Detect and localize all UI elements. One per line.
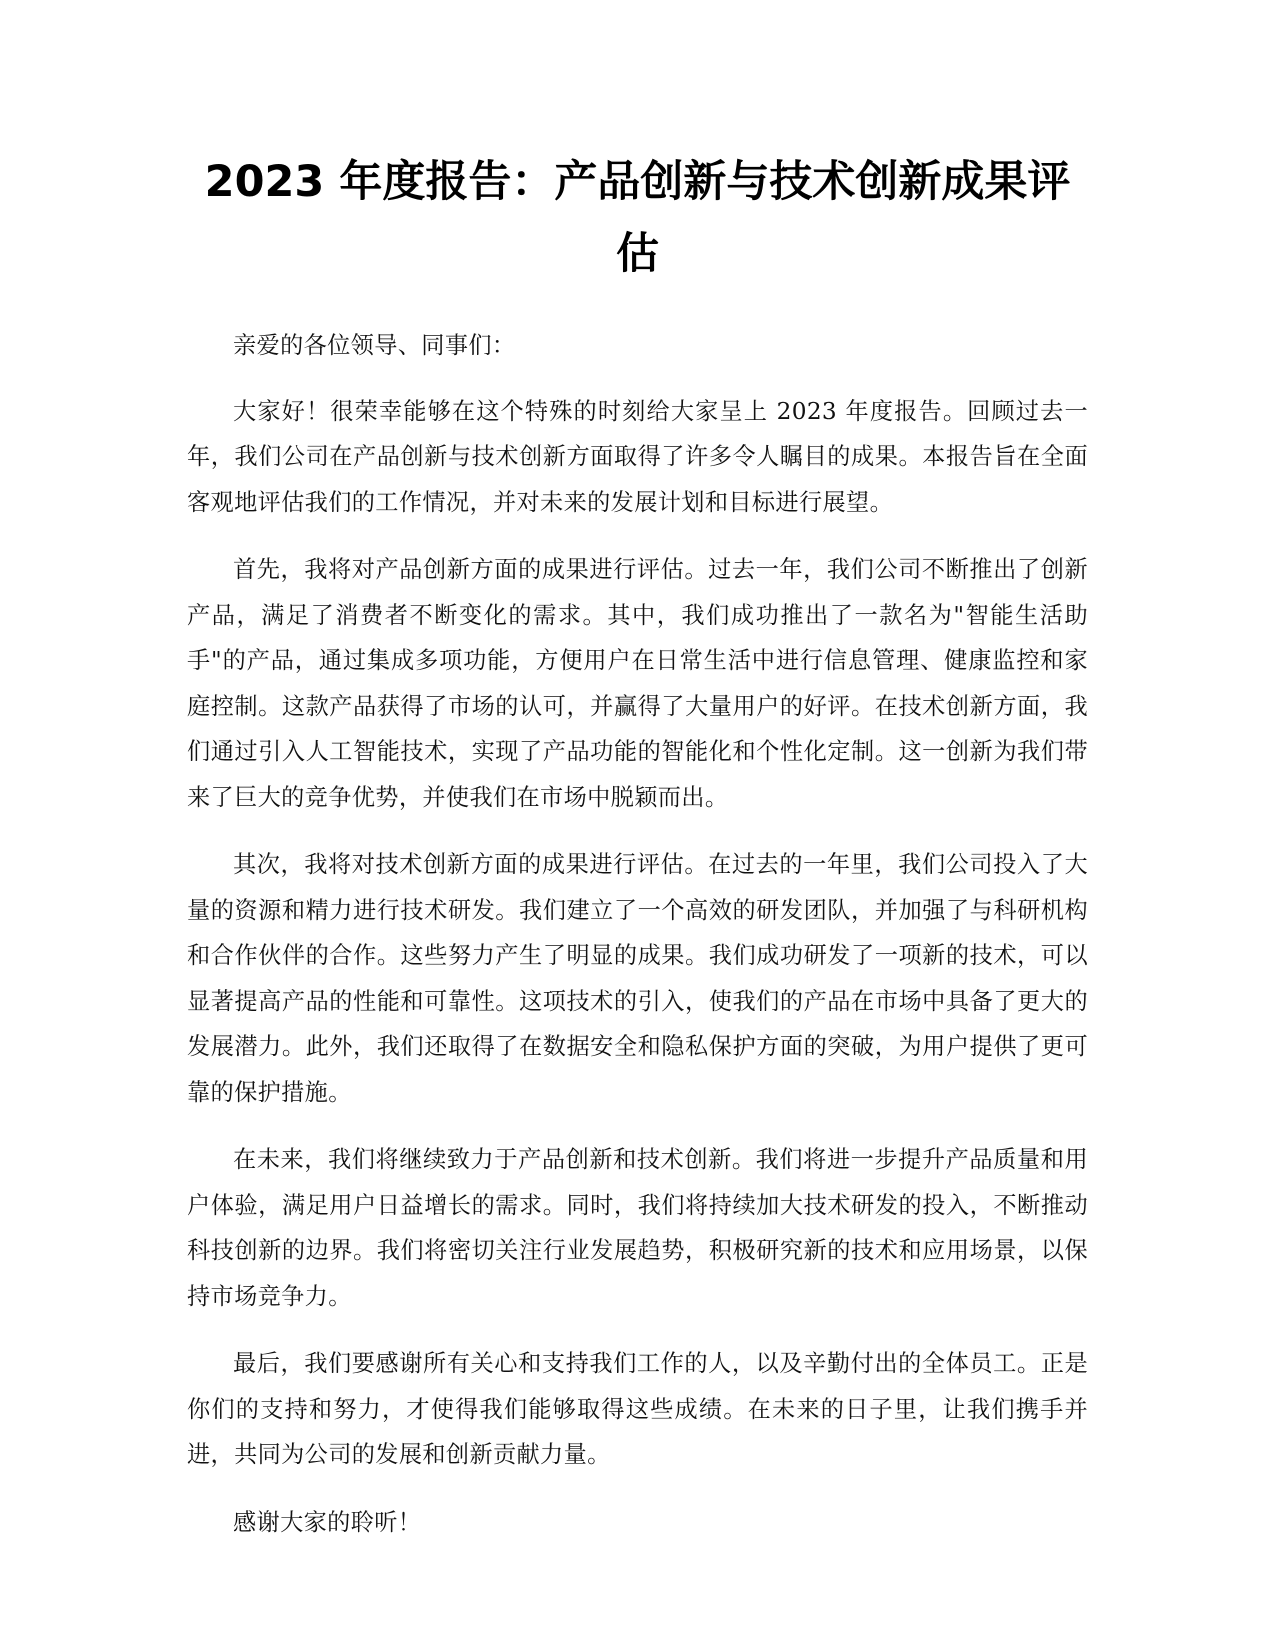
salutation: 亲爱的各位领导、同事们： [233, 332, 516, 359]
paragraph-product-innovation: 首先，我将对产品创新方面的成果进行评估。过去一年，我们公司不断推出了创新产品，满足了消费者不断变化的需求。其中，我们成功推出了一款名为"智能生活助手"的产品，通过集成多项功能，方便用户在日常生活中进行信息管理、健康监控和家庭控制。这款产品获得了市场的认可，并赢得了大量用户的好评。在技术创新方面，我们通过引入人工智能技术，实现了产品功能的智能化和个性化定制。这一创新为我们带来了巨大的竞争优势，并使我们在市场中脱颖而出。 [187, 556, 1088, 811]
paragraph-future-plans: 在未来，我们将继续致力于产品创新和技术创新。我们将进一步提升产品质量和用户体验，满足用户日益增长的需求。同时，我们将持续加大技术研发的投入，不断推动科技创新的边界。我们将密切关注行业发展趋势，积极研究新的技术和应用场景，以保持市场竞争力。 [187, 1146, 1088, 1310]
paragraph-technology-innovation: 其次，我将对技术创新方面的成果进行评估。在过去的一年里，我们公司投入了大量的资源和精力进行技术研发。我们建立了一个高效的研发团队，并加强了与科研机构和合作伙伴的合作。这些努力产生了明显的成果。我们成功研发了一项新的技术，可以显著提高产品的性能和可靠性。这项技术的引入，使我们的产品在市场中具备了更大的发展潜力。此外，我们还取得了在数据安全和隐私保护方面的突破，为用户提供了更可靠的保护措施。 [187, 851, 1088, 1106]
paragraph-acknowledgement: 最后，我们要感谢所有关心和支持我们工作的人，以及辛勤付出的全体员工。正是你们的支持和努力，才使得我们能够取得这些成绩。在未来的日子里，让我们携手并进，共同为公司的发展和创新贡献力量。 [187, 1350, 1088, 1468]
closing-line: 感谢大家的聆听！ [233, 1508, 422, 1536]
document-title: 2023 年度报告：产品创新与技术创新成果评估 [204, 157, 1071, 279]
document-body [187, 323, 1088, 1567]
paragraph-intro: 大家好！很荣幸能够在这个特殊的时刻给大家呈上 2023 年度报告。回顾过去一年，我们公司在产品创新与技术创新方面取得了许多令人瞩目的成果。本报告旨在全面客观地评估我们的工作情况，并对未来的发展计划和目标进行展望。 [187, 397, 1088, 516]
